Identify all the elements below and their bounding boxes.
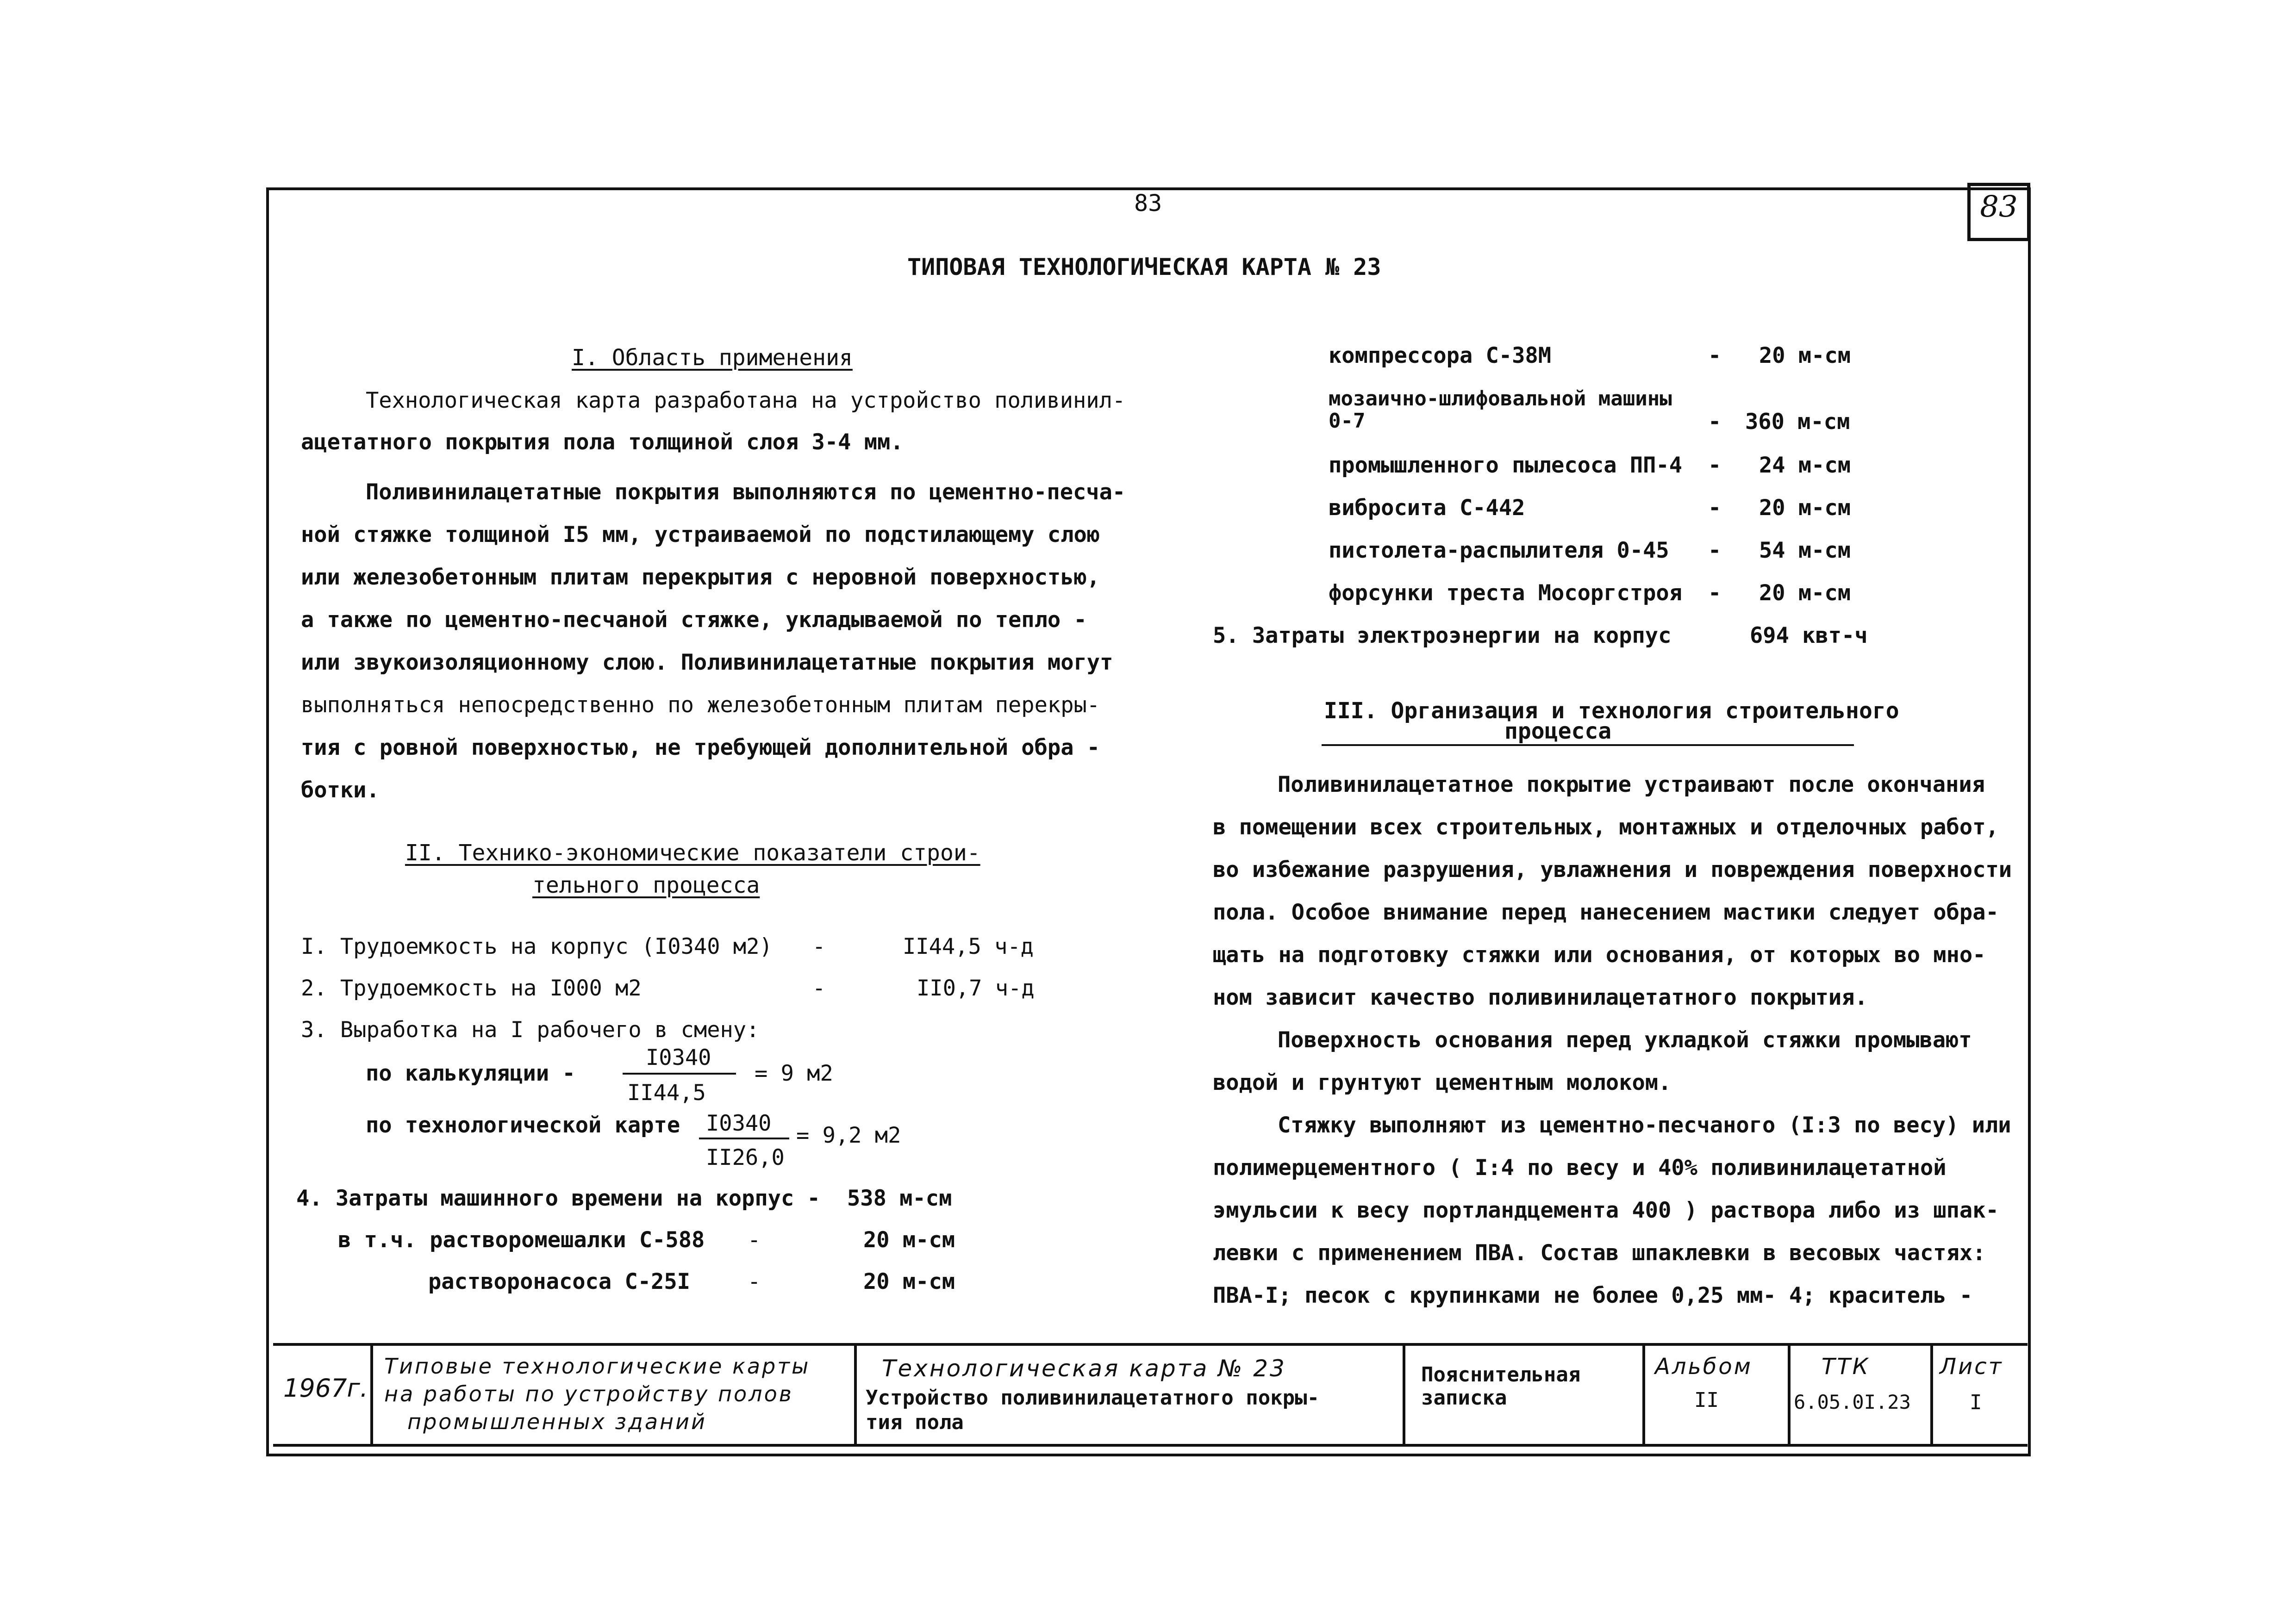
- section3-line: в помещении всех строительных, монтажных и отделочных работ,: [1213, 815, 1999, 840]
- machine-grinder-model: 0-7: [1329, 409, 1366, 433]
- indicator-dash: -: [812, 976, 826, 1001]
- section1-line: или железобетонным плитам перекрытия с неровной поверхностью,: [301, 565, 1100, 590]
- section2-heading-line1: II. Технико-экономические показатели строи-: [405, 840, 980, 866]
- stamp-divider: [1930, 1344, 1933, 1445]
- machine-compressor: компрессора С-38М: [1329, 343, 1552, 368]
- stamp-divider: [370, 1344, 373, 1445]
- machine-vibrosieve: вибросита С-442: [1329, 495, 1525, 521]
- section3-line: Поливинилацетатное покрытие устраивают после окончания: [1278, 772, 1985, 797]
- stamp-sheet-label: Лист: [1940, 1354, 2003, 1380]
- section3-line: ном зависит качество поливинилацетатного покрытия.: [1213, 985, 1868, 1010]
- section3-line: Стяжку выполняют из цементно-песчаного (I:3 по весу) или: [1278, 1113, 2011, 1138]
- section3-heading-line2: процесса: [1504, 718, 1612, 744]
- machine-dash: -: [748, 1269, 761, 1294]
- machine-spray-gun: пистолета-распылителя 0-45: [1329, 538, 1669, 563]
- stamp-note-type: записка: [1421, 1386, 1507, 1410]
- calc1-fraction-bar: [623, 1073, 736, 1075]
- calc-by-calculation-label: по калькуляции -: [366, 1061, 575, 1086]
- machine-mortar-mixer-value: 20 м-см: [863, 1227, 955, 1253]
- section1-heading: I. Область применения: [572, 345, 853, 371]
- section1-line: Поливинилацетатные покрытия выполняются по цементно-песча-: [366, 479, 1126, 505]
- section1-line: тия с ровной поверхностью, не требующей дополнительной обра -: [301, 735, 1100, 760]
- indicator-labor-per-1000: 2. Трудоемкость на I000 м2: [301, 976, 642, 1001]
- section1-line: или звукоизоляционному слою. Поливинилацетатные покрытия могут: [301, 650, 1113, 675]
- machine-grinder-value: 360 м-см: [1745, 409, 1850, 435]
- stamp-card-title: Технологическая карта № 23: [882, 1355, 1286, 1382]
- stamp-sheet-value: I: [1970, 1391, 1982, 1414]
- calc2-denominator: II26,0: [706, 1145, 785, 1170]
- page-number: 83: [1134, 190, 1162, 217]
- section1-line: ной стяжке толщиной I5 мм, устраиваемой по подстилающему слою: [301, 522, 1100, 547]
- stamp-album-label: Альбом: [1655, 1354, 1753, 1380]
- machine-dash: -: [1708, 343, 1722, 368]
- machine-nozzle-value: 20 м-см: [1759, 580, 1851, 606]
- indicator-machine-time-value: 538 м-см: [847, 1186, 952, 1211]
- indicator-output-per-worker: 3. Выработка на I рабочего в смену:: [301, 1017, 760, 1043]
- stamp-note-type: Пояснительная: [1421, 1363, 1581, 1387]
- machine-mortar-pump-value: 20 м-см: [863, 1269, 955, 1294]
- corner-page-number: 83: [1980, 190, 2018, 224]
- section3-heading-line1: III. Организация и технология строительного: [1324, 698, 1899, 724]
- stamp-album-value: II: [1694, 1388, 1719, 1412]
- machine-vibrosieve-value: 20 м-см: [1759, 495, 1851, 521]
- machine-vacuum: промышленного пылесоса ПП-4: [1329, 453, 1683, 478]
- calc-by-tech-card-label: по технологической карте: [366, 1113, 680, 1138]
- stamp-ttk-label: ТТК: [1822, 1354, 1870, 1380]
- indicator-electricity: 5. Затраты электроэнергии на корпус: [1213, 623, 1672, 648]
- machine-dash: -: [1708, 538, 1722, 563]
- machine-grinder: мозаично-шлифовальной машины: [1329, 387, 1672, 410]
- calc2-result: = 9,2 м2: [796, 1123, 901, 1148]
- indicator-machine-time: 4. Затраты машинного времени на корпус -: [296, 1186, 820, 1211]
- indicator-dash: -: [812, 934, 826, 959]
- section3-line: эмульсии к весу портландцемента 400 ) раствора либо из шпак-: [1213, 1198, 1999, 1223]
- machine-vacuum-value: 24 м-см: [1759, 453, 1851, 478]
- stamp-top-border: [273, 1343, 2028, 1346]
- stamp-divider: [1642, 1344, 1645, 1445]
- machine-nozzle: форсунки треста Мосоргстроя: [1329, 580, 1683, 606]
- section3-line: левки с применением ПВА. Состав шпаклевки в весовых частях:: [1213, 1240, 1986, 1266]
- section3-line: ПВА-I; песок с крупинками не более 0,25 мм- 4; краситель -: [1213, 1283, 1973, 1308]
- machine-dash: -: [1708, 453, 1722, 478]
- stamp-divider: [1788, 1344, 1791, 1445]
- indicator-labor-per-1000-value: II0,7 ч-д: [917, 976, 1035, 1001]
- stamp-series-title: Типовые технологические карты: [384, 1354, 811, 1379]
- section3-line: во избежание разрушения, увлажнения и повреждения поверхности: [1213, 857, 2012, 883]
- section3-line: водой и грунтуют цементным молоком.: [1213, 1070, 1672, 1095]
- machine-dash: -: [1708, 495, 1722, 521]
- calc2-fraction-bar: [699, 1138, 789, 1139]
- section1-line: ацетатного покрытия пола толщиной слоя 3-4 мм.: [301, 429, 904, 455]
- machine-mortar-mixer: в т.ч. растворомешалки С-588: [338, 1227, 705, 1253]
- stamp-ttk-value: 6.05.0I.23: [1794, 1391, 1911, 1413]
- section1-line: ботки.: [301, 777, 380, 803]
- section1-line: а также по цементно-песчаной стяжке, укладываемой по тепло -: [301, 607, 1087, 633]
- machine-mortar-pump: растворонасоса С-25I: [428, 1269, 690, 1294]
- section3-line: полимерцементного ( I:4 по весу и 40% поливинилацетатной: [1213, 1155, 1947, 1181]
- corner-page-box: [1967, 183, 2030, 241]
- section2-heading-line2: тельного процесса: [532, 872, 760, 898]
- document-title: ТИПОВАЯ ТЕХНОЛОГИЧЕСКАЯ КАРТА № 23: [907, 254, 1381, 280]
- machine-dash: -: [748, 1227, 761, 1253]
- calc2-numerator: I0340: [706, 1111, 772, 1136]
- calc1-denominator: II44,5: [627, 1080, 706, 1106]
- section3-line: пола. Особое внимание перед нанесением мастики следует обра-: [1213, 900, 1999, 925]
- calc1-numerator: I0340: [646, 1045, 711, 1070]
- machine-dash: -: [1708, 580, 1722, 606]
- section3-heading-underline: [1322, 744, 1854, 746]
- stamp-card-subject: тия пола: [866, 1411, 964, 1434]
- calc1-result: = 9 м2: [755, 1061, 833, 1086]
- stamp-bottom-border: [273, 1444, 2028, 1447]
- stamp-series-title: на работы по устройству полов: [384, 1381, 793, 1406]
- stamp-card-subject: Устройство поливинилацетатного покры-: [866, 1386, 1320, 1410]
- machine-dash: -: [1708, 409, 1722, 435]
- indicator-labor-per-building: I. Трудоемкость на корпус (I0340 м2): [301, 934, 773, 959]
- machine-compressor-value: 20 м-см: [1759, 343, 1851, 368]
- section1-line: Технологическая карта разработана на устройство поливинил-: [366, 388, 1126, 413]
- section3-line: щать на подготовку стяжки или основания, от которых во мно-: [1213, 942, 1986, 968]
- indicator-labor-per-building-value: II44,5 ч-д: [903, 934, 1034, 959]
- stamp-divider: [854, 1344, 857, 1445]
- machine-spray-gun-value: 54 м-см: [1759, 538, 1851, 563]
- indicator-electricity-value: 694 квт-ч: [1750, 623, 1868, 648]
- stamp-year: 1967г.: [283, 1374, 368, 1403]
- section3-line: Поверхность основания перед укладкой стяжки промывают: [1278, 1027, 1972, 1053]
- stamp-divider: [1403, 1344, 1405, 1445]
- stamp-series-title: промышленных зданий: [407, 1409, 707, 1434]
- section1-line: выполняться непосредственно по железобетонным плитам перекры-: [301, 692, 1100, 718]
